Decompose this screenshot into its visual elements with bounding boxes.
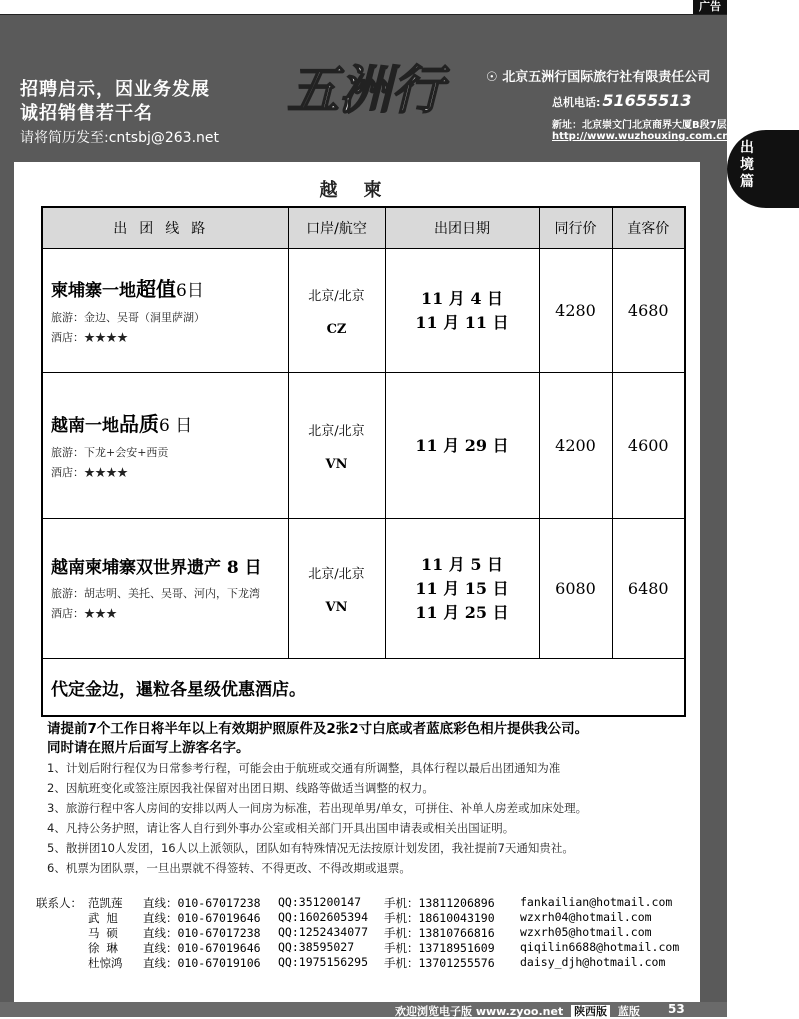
contacts-label: 联系人： (36, 896, 82, 910)
contact-name: 马 硕 (88, 926, 118, 940)
route-name: 越南一地品质6 日 (51, 412, 193, 436)
edition-badge: 陕西版 (571, 1005, 610, 1018)
date-cell: 11 月 5 日 11 月 15 日 11 月 25 日 (385, 519, 539, 659)
recruit-line-2: 诚招销售若干名 (20, 103, 153, 124)
recruit-line-1: 招聘启示，因业务发展 (20, 79, 210, 100)
company-url[interactable]: http://www.wuzhouxing.com.cn (552, 131, 730, 142)
contact-tel: 直线：010-67019646 (143, 941, 261, 955)
contact-tel: 直线：010-67017238 (143, 896, 261, 910)
contact-tel: 直线：010-67019646 (143, 911, 261, 925)
direct-price: 4680 (612, 249, 685, 373)
hotel-booking-note: 代定金边，暹粒各星级优惠酒店。 (42, 659, 685, 717)
note-item: 3、旅游行程中客人房间的安排以两人一间房为标准，若出现单男/单女，可拼住、补单人房差或加床处理。 (47, 801, 588, 815)
company-info (486, 66, 729, 142)
airline-code: CZ (326, 321, 347, 337)
note-item: 2、因航班变化或签注原因我社保留对出团日期、线路等做适当调整的权力。 (47, 781, 434, 795)
table-row (42, 249, 685, 373)
contact-tel: 直线：010-67017238 (143, 926, 261, 940)
contact-email[interactable]: wzxrh04@hotmail.com (520, 910, 652, 924)
tour-table (41, 206, 686, 717)
note-item: 6、机票为团队票，一旦出票就不得签转、不得更改、不得改期或退票。 (47, 861, 411, 875)
contact-email[interactable]: qiqilin6688@hotmail.com (520, 940, 680, 954)
port-cell: 北京/北京 VN (288, 519, 385, 659)
contact-name: 范凯莲 (88, 896, 123, 910)
region-title: 越柬 (319, 180, 408, 201)
contact-email[interactable]: daisy_djh@hotmail.com (520, 955, 666, 969)
edition-label: 蓝版 (617, 1005, 640, 1018)
contact-qq: QQ:1975156295 (278, 955, 369, 969)
peer-price: 4280 (539, 249, 612, 373)
direct-price: 4600 (612, 373, 685, 519)
route-name: 越南柬埔寨双世界遗产 8 日 (51, 558, 262, 578)
date-cell: 11 月 4 日 11 月 11 日 (385, 249, 539, 373)
direct-price: 6480 (612, 519, 685, 659)
top-rule (0, 14, 727, 15)
route-name: 柬埔寨一地超值6日 (51, 277, 204, 301)
ad-tag: 广告 (693, 0, 727, 14)
footer-website[interactable]: 欢迎浏览电子版 www.zyoo.net (395, 1005, 564, 1018)
contact-email[interactable]: wzxrh05@hotmail.com (520, 925, 652, 939)
route-cell (42, 373, 288, 519)
header-date: 出团日期 (385, 207, 539, 249)
contact-qq: QQ:1602605394 (278, 910, 369, 924)
contact-mobile: 手机：13811206896 (384, 896, 495, 910)
contact-mobile: 手机：13810766816 (384, 926, 495, 940)
note-item: 4、凡持公务护照，请让客人自行到外事办公室或相关部门开具出国申请表或相关出国证明。 (47, 821, 515, 835)
route-hotel: 酒店：★★★ (51, 607, 117, 620)
contact-qq: QQ:38595027 (278, 940, 355, 954)
port-cell: 北京/北京 VN (288, 373, 385, 519)
company-phone: 总机电话: 51655513 (552, 91, 692, 110)
peer-price: 6080 (539, 519, 612, 659)
peer-price: 4200 (539, 373, 612, 519)
route-sights: 旅游：胡志明、美托、吴哥、河内，下龙湾 (51, 587, 260, 600)
page-number: 53 (668, 1002, 685, 1016)
port-cell: 北京/北京 CZ (288, 249, 385, 373)
route-hotel: 酒店：★★★★ (51, 331, 128, 344)
contact-mobile: 手机：13718951609 (384, 941, 495, 955)
right-border (700, 162, 727, 1002)
airline-code: VN (325, 456, 348, 472)
table-footer-row (42, 659, 685, 717)
date-cell: 11 月 29 日 (385, 373, 539, 519)
recruitment-notice (20, 78, 219, 148)
recruit-email: 请将简历发至:cntsbj@263.net (20, 130, 219, 146)
company-logo (265, 48, 465, 138)
notes-lead-2: 同时请在照片后面写上游客名字。 (47, 740, 250, 756)
route-cell (42, 519, 288, 659)
header-peer-price: 同行价 (539, 207, 612, 249)
route-sights: 旅游：金边、吴哥（洞里萨湖） (51, 311, 205, 324)
left-border (0, 162, 14, 1002)
note-item: 5、散拼团10人发团，16人以上派领队，团队如有特殊情况无法按原计划发团，我社提前7天通知贵社。 (47, 841, 574, 855)
company-name: ☉ 北京五洲行国际旅行社有限责任公司 (486, 70, 711, 85)
section-tab-label: 出境篇 (740, 140, 754, 190)
header-port: 口岸/航空 (288, 207, 385, 249)
table-header-row (42, 207, 685, 249)
company-emblem-icon: ☉ (486, 70, 498, 85)
contact-name: 徐 琳 (88, 941, 118, 955)
contact-name: 杜惊鸿 (88, 956, 123, 970)
contact-name: 武 旭 (88, 911, 118, 925)
contact-tel: 直线：010-67019106 (143, 956, 261, 970)
contact-qq: QQ:351200147 (278, 895, 362, 909)
airline-code: VN (325, 599, 348, 615)
table-row (42, 519, 685, 659)
route-sights: 旅游：下龙+会安+西贡 (51, 446, 169, 459)
contact-mobile: 手机：18610043190 (384, 911, 495, 925)
contact-email[interactable]: fankailian@hotmail.com (520, 895, 673, 909)
header-route: 出团线路 (42, 207, 288, 249)
route-cell (42, 249, 288, 373)
section-tab (727, 130, 799, 208)
table-row (42, 373, 685, 519)
notes-section (47, 720, 687, 878)
logo-text: 五洲行 (286, 60, 444, 121)
header-direct-price: 直客价 (612, 207, 685, 249)
contact-qq: QQ:1252434077 (278, 925, 369, 939)
note-item: 1、计划后附行程仅为日常参考行程，可能会由于航班或交通有所调整，具体行程以最后出团通知为准 (47, 761, 561, 775)
company-address: 新址：北京崇文门北京商界大厦B段7层 (552, 120, 727, 131)
route-hotel: 酒店：★★★★ (51, 466, 128, 479)
notes-lead-1: 请提前7个工作日将半年以上有效期护照原件及2张2寸白底或者蓝底彩色相片提供我公司。 (47, 721, 589, 737)
contact-mobile: 手机：13701255576 (384, 956, 495, 970)
